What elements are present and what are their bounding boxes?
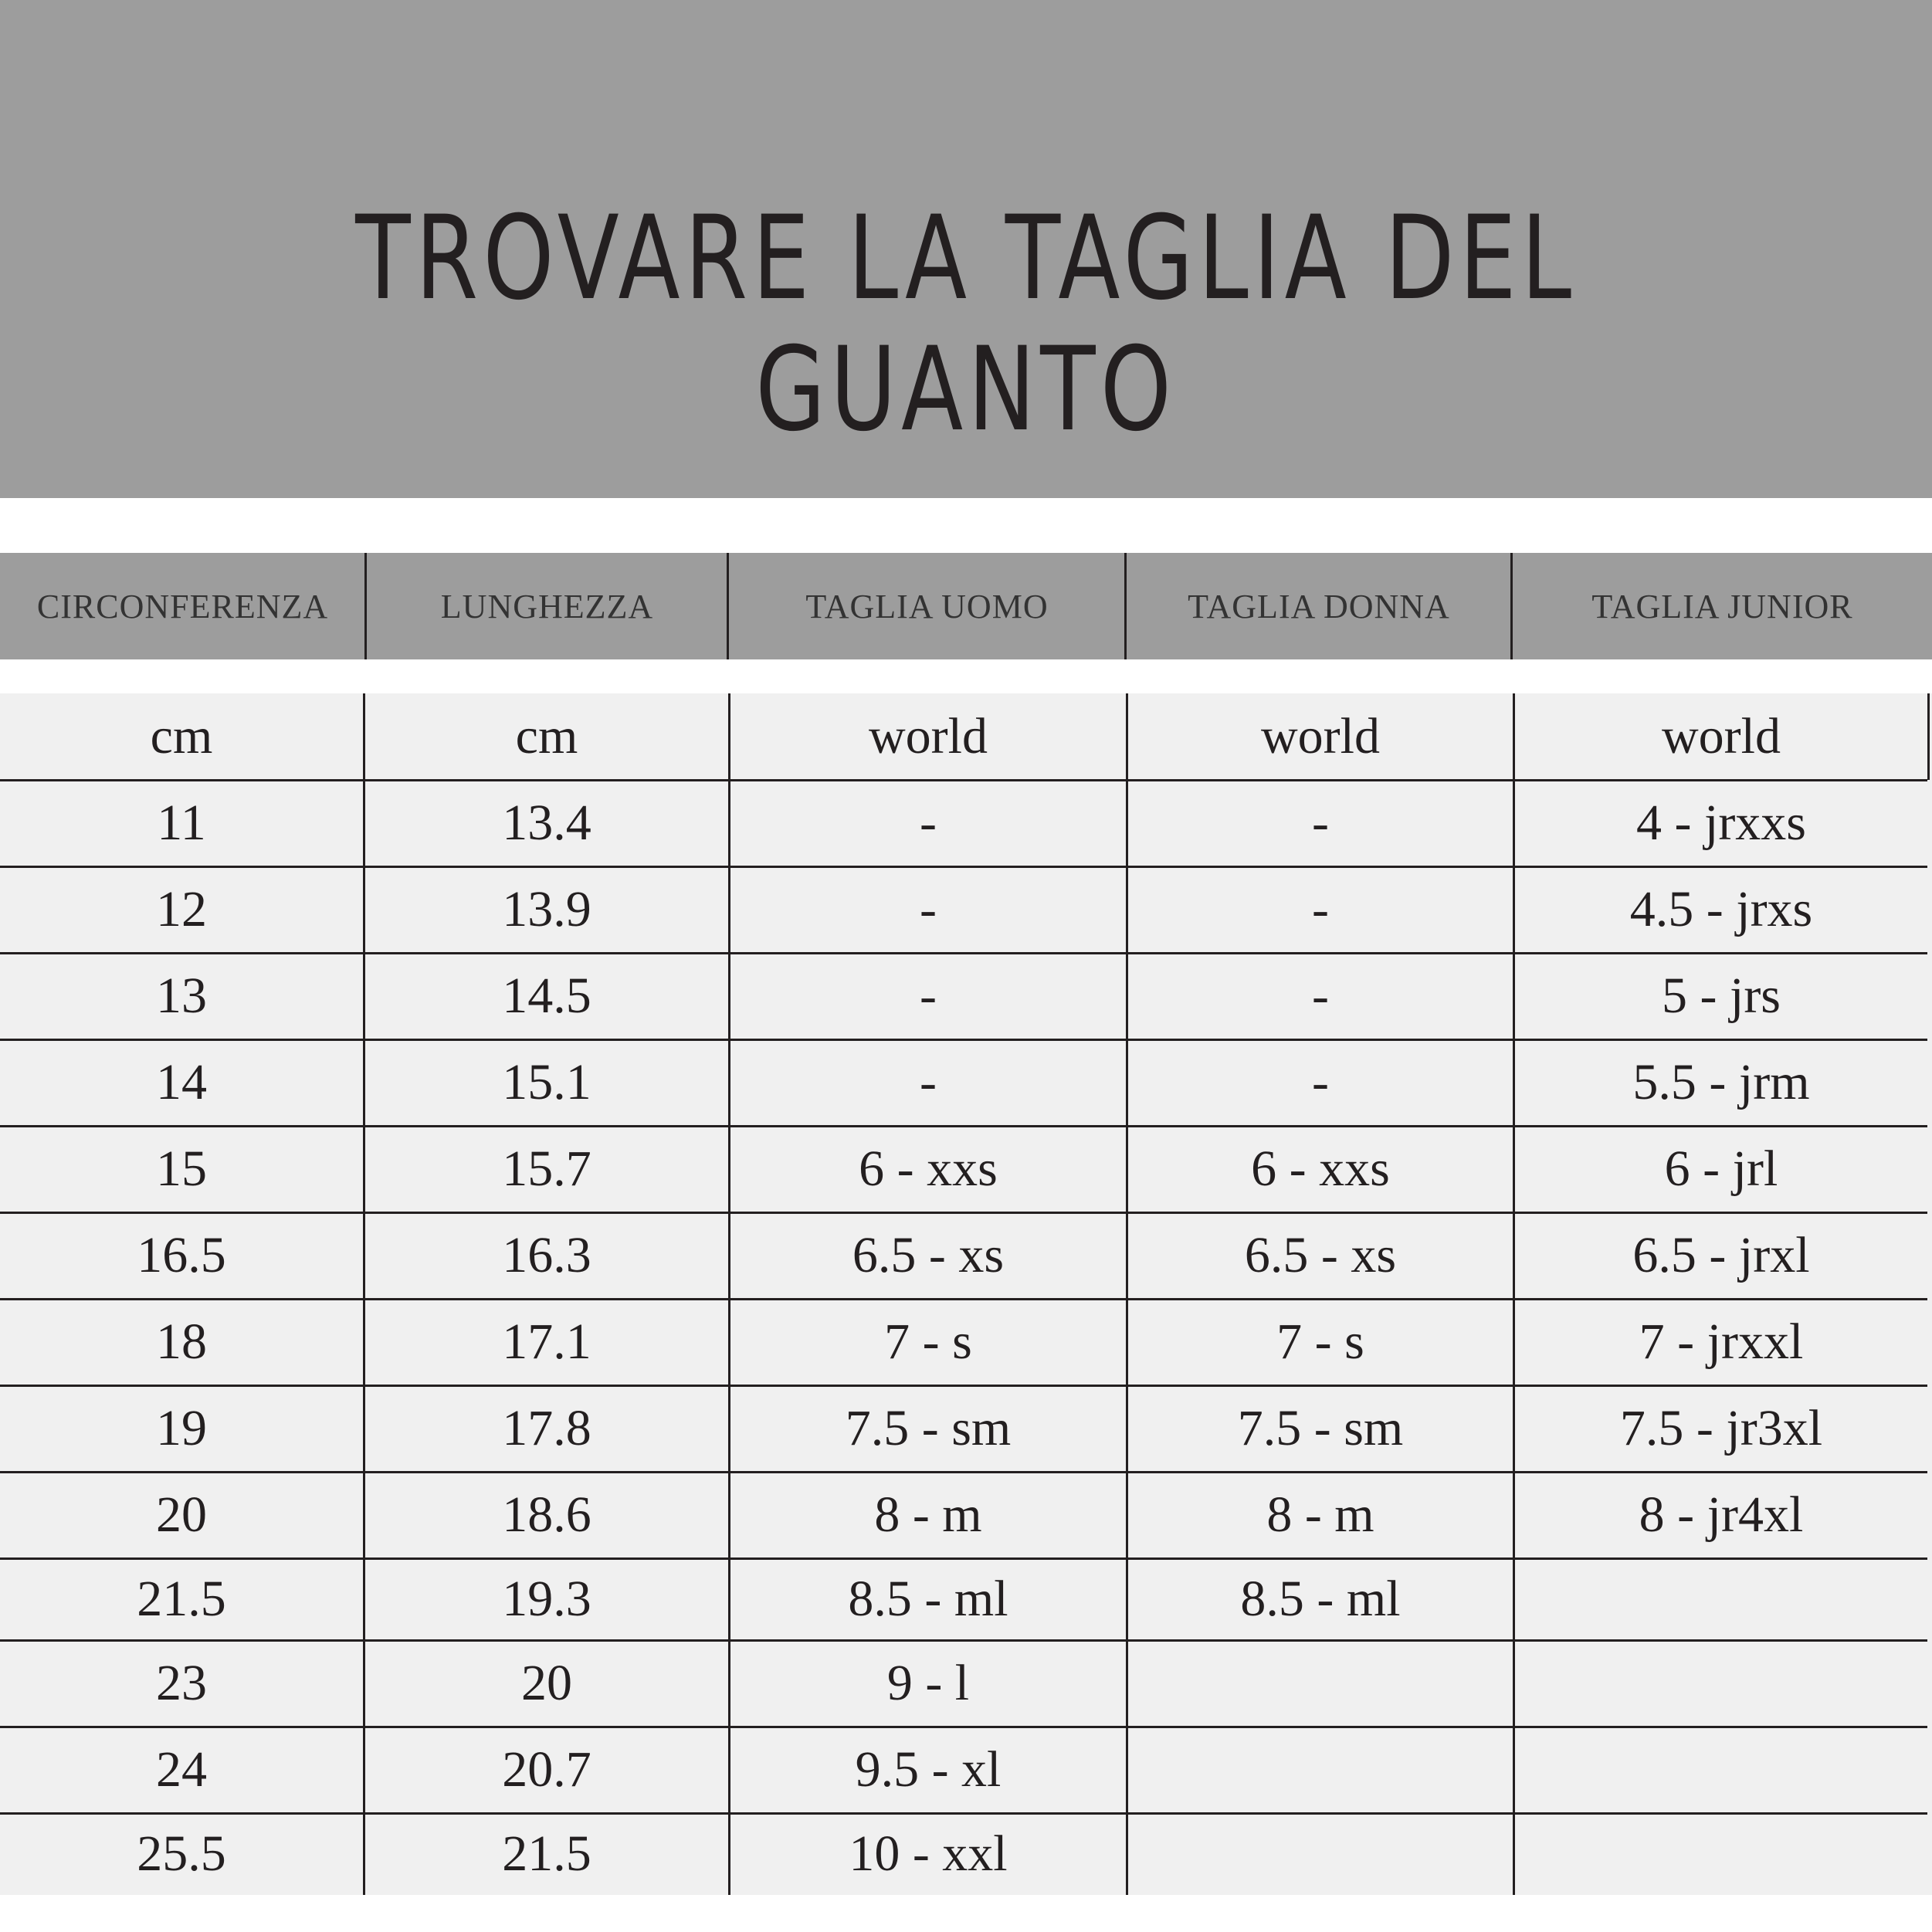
- table-row: [0, 866, 1932, 953]
- table-cell: 21.5: [502, 1825, 591, 1882]
- column-divider: [1513, 693, 1515, 1895]
- table-cell: 4 - jrxxs: [1636, 795, 1806, 851]
- table-row: [0, 1385, 1932, 1472]
- header-lunghezza: LUNGHEZZA: [440, 587, 654, 625]
- table-cell: 7.5 - jr3xl: [1619, 1400, 1823, 1456]
- table-cell: 7 - s: [1276, 1313, 1364, 1370]
- header-taglia-donna: TAGLIA DONNA: [1188, 587, 1450, 625]
- table-row: [0, 1813, 1932, 1895]
- table-cell: 16.3: [502, 1227, 591, 1283]
- table-cell: -: [1312, 881, 1329, 937]
- table-cell: 5 - jrs: [1662, 968, 1781, 1024]
- table-cell: 19: [156, 1400, 207, 1456]
- table-cell: 20.7: [502, 1741, 591, 1798]
- table-cell: 4.5 - jrxs: [1629, 881, 1813, 937]
- table-cell: 25.5: [137, 1825, 226, 1882]
- table-cell: 8 - m: [1266, 1486, 1374, 1543]
- table-cell: 17.1: [502, 1313, 591, 1370]
- table-cell: 6.5 - jrxl: [1632, 1227, 1810, 1283]
- table-row: [0, 1299, 1932, 1385]
- table-cell: 21.5: [137, 1571, 226, 1627]
- table-cell: 13: [156, 968, 207, 1024]
- table-cell: -: [920, 881, 937, 937]
- table-cell: 6.5 - xs: [852, 1227, 1005, 1283]
- table-cell: 9.5 - xl: [855, 1741, 1002, 1798]
- table-row: [0, 1472, 1932, 1558]
- table-cell: [1515, 1727, 1927, 1813]
- table-cell: 15.7: [502, 1141, 591, 1197]
- size-table: [0, 693, 1932, 1895]
- header-taglia-uomo: TAGLIA UOMO: [805, 587, 1049, 625]
- table-row: [0, 1640, 1932, 1727]
- table-cell: 12: [156, 881, 207, 937]
- table-cell: -: [1312, 968, 1329, 1024]
- table-row: [0, 953, 1932, 1039]
- table-cell: 9 - l: [886, 1655, 970, 1711]
- table-cell: 23: [156, 1655, 207, 1711]
- table-cell: 13.9: [502, 881, 591, 937]
- table-cell: 7 - jrxxl: [1639, 1313, 1804, 1370]
- table-cell: world: [1662, 708, 1781, 764]
- table-cell: 14.5: [502, 968, 591, 1024]
- table-cell: world: [869, 708, 988, 764]
- table-cell: 17.8: [502, 1400, 591, 1456]
- table-cell: 11: [157, 795, 206, 851]
- table-header-row: [0, 553, 1932, 659]
- table-cell: 8.5 - ml: [848, 1571, 1008, 1627]
- table-cell: -: [1312, 795, 1329, 851]
- table-cell: 6 - xxs: [1251, 1141, 1390, 1197]
- table-cell: 24: [156, 1741, 207, 1798]
- table-cell: world: [1261, 708, 1380, 764]
- table-cell: 6 - xxs: [859, 1141, 998, 1197]
- column-divider: [728, 693, 730, 1895]
- table-cell: -: [920, 968, 937, 1024]
- table-cell: [1515, 1813, 1927, 1895]
- table-cell: 20: [521, 1655, 572, 1711]
- table-cell: 10 - xxl: [849, 1825, 1008, 1882]
- table-row: [0, 1126, 1932, 1212]
- table-cell: 6 - jrl: [1664, 1141, 1778, 1197]
- column-divider: [1126, 693, 1128, 1895]
- table-row: [0, 780, 1932, 866]
- table-cell: -: [1312, 1054, 1329, 1110]
- table-cell: 18.6: [502, 1486, 591, 1543]
- table-cell: 5.5 - jrm: [1632, 1054, 1810, 1110]
- table-row: [0, 1212, 1932, 1299]
- title-banner: [0, 0, 1932, 498]
- table-cell: 6.5 - xs: [1244, 1227, 1397, 1283]
- table-cell: 7 - s: [884, 1313, 972, 1370]
- table-cell: 19.3: [502, 1571, 591, 1627]
- table-cell: 16.5: [137, 1227, 226, 1283]
- table-cell: 20: [156, 1486, 207, 1543]
- unit-row: [0, 693, 1932, 780]
- table-row: [0, 1558, 1932, 1640]
- table-cell: 7.5 - sm: [1237, 1400, 1404, 1456]
- table-cell: 8 - m: [874, 1486, 982, 1543]
- table-cell: 8 - jr4xl: [1639, 1486, 1804, 1543]
- table-cell: 7.5 - sm: [845, 1400, 1012, 1456]
- table-cell: 14: [156, 1054, 207, 1110]
- table-cell: 18: [156, 1313, 207, 1370]
- table-cell: cm: [150, 708, 213, 764]
- table-cell: 15: [156, 1141, 207, 1197]
- table-cell: -: [920, 1054, 937, 1110]
- table-cell: -: [920, 795, 937, 851]
- page-title: TROVARE LA TAGLIA DEL GUANTO: [355, 192, 1577, 457]
- column-divider: [1927, 693, 1930, 780]
- table-cell: [1128, 1813, 1513, 1895]
- table-cell: [1515, 1640, 1927, 1727]
- table-cell: [1128, 1727, 1513, 1813]
- column-divider: [363, 693, 365, 1895]
- table-row: [0, 1039, 1932, 1126]
- table-cell: cm: [515, 708, 578, 764]
- header-taglia-junior: TAGLIA JUNIOR: [1591, 587, 1853, 625]
- table-cell: [1515, 1558, 1927, 1640]
- table-cell: 15.1: [502, 1054, 591, 1110]
- table-cell: 13.4: [502, 795, 591, 851]
- table-cell: [1128, 1640, 1513, 1727]
- header-circonferenza: CIRCONFERENZA: [36, 587, 329, 625]
- table-cell: 8.5 - ml: [1240, 1571, 1401, 1627]
- table-row: [0, 1727, 1932, 1813]
